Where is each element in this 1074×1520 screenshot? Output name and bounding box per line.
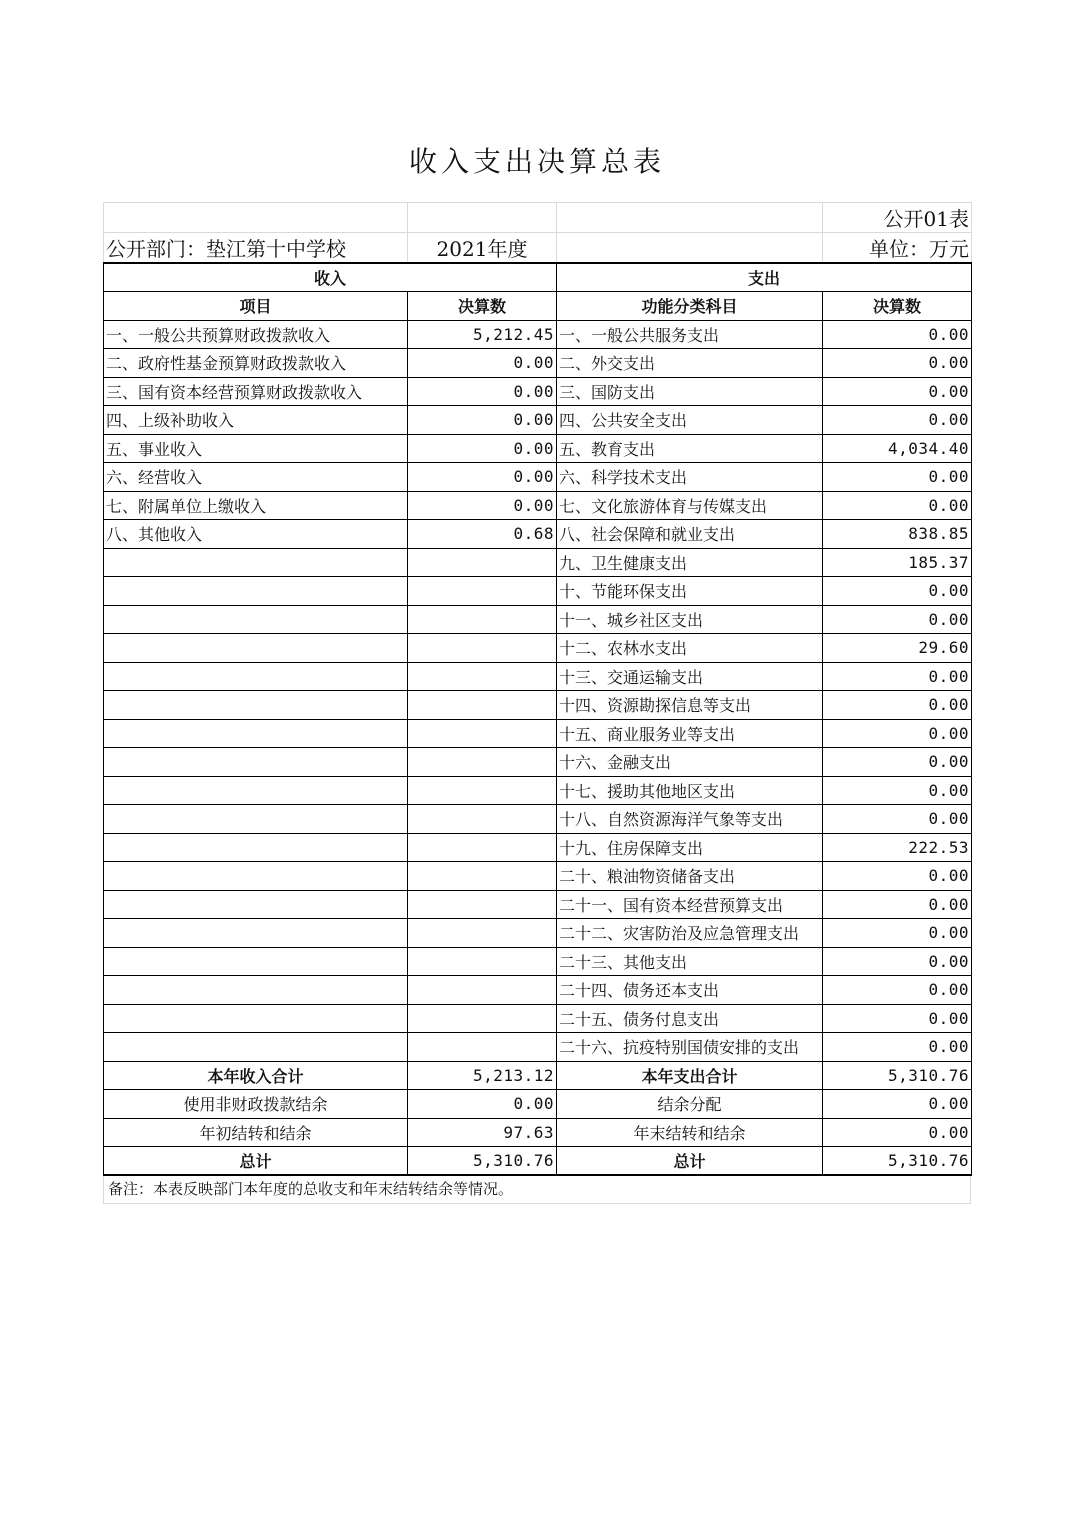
table-row — [104, 919, 972, 948]
form-code: 公开01表 — [823, 203, 972, 233]
table-row — [104, 548, 972, 577]
income-item: 六、经营收入 — [104, 463, 408, 492]
item-header: 项目 — [104, 292, 408, 321]
category-header: 功能分类科目 — [557, 292, 823, 321]
table-row — [104, 491, 972, 520]
expense-amount: 0.00 — [823, 748, 972, 777]
page-title: 收入支出决算总表 — [408, 145, 665, 178]
summary-row — [104, 1090, 972, 1119]
expense-amount: 0.00 — [823, 719, 972, 748]
income-item — [104, 919, 408, 948]
income-amount — [408, 605, 557, 634]
summary-income-amount: 5,310.76 — [408, 1147, 557, 1176]
income-amount: 0.00 — [408, 491, 557, 520]
income-item — [104, 577, 408, 606]
summary-row — [104, 1118, 972, 1147]
expense-item: 二十五、债务付息支出 — [557, 1004, 823, 1033]
expense-item: 十一、城乡社区支出 — [557, 605, 823, 634]
income-amount: 0.00 — [408, 349, 557, 378]
table-row — [104, 605, 972, 634]
expense-amount: 0.00 — [823, 662, 972, 691]
table-row — [104, 377, 972, 406]
income-amount — [408, 947, 557, 976]
expense-amount: 838.85 — [823, 520, 972, 549]
expense-item: 二十四、债务还本支出 — [557, 976, 823, 1005]
income-amount: 0.00 — [408, 463, 557, 492]
expense-amount: 0.00 — [823, 776, 972, 805]
column-header-row — [104, 292, 972, 321]
expense-item: 五、教育支出 — [557, 434, 823, 463]
expense-amount: 0.00 — [823, 605, 972, 634]
income-item: 二、政府性基金预算财政拨款收入 — [104, 349, 408, 378]
income-amount — [408, 805, 557, 834]
expense-amount: 0.00 — [823, 976, 972, 1005]
table-body — [104, 203, 972, 1176]
income-amount — [408, 691, 557, 720]
blank-cell — [557, 203, 823, 233]
form-code-row — [104, 203, 972, 233]
income-header: 收入 — [104, 263, 557, 292]
table-row — [104, 833, 972, 862]
expense-item: 二十六、抗疫特别国债安排的支出 — [557, 1033, 823, 1062]
expense-item: 二、外交支出 — [557, 349, 823, 378]
expense-item: 十七、援助其他地区支出 — [557, 776, 823, 805]
income-amount — [408, 719, 557, 748]
table-row — [104, 976, 972, 1005]
income-amount: 5,212.45 — [408, 320, 557, 349]
summary-expense-amount: 0.00 — [823, 1090, 972, 1119]
summary-expense-label: 总计 — [557, 1147, 823, 1176]
expense-amount: 0.00 — [823, 491, 972, 520]
income-item — [104, 833, 408, 862]
expense-amount: 0.00 — [823, 805, 972, 834]
expense-item: 十九、住房保障支出 — [557, 833, 823, 862]
summary-income-label: 年初结转和结余 — [104, 1118, 408, 1147]
expense-item: 三、国防支出 — [557, 377, 823, 406]
summary-expense-amount: 5,310.76 — [823, 1061, 972, 1090]
income-item: 七、附属单位上缴收入 — [104, 491, 408, 520]
income-amount — [408, 776, 557, 805]
expense-amount: 29.60 — [823, 634, 972, 663]
income-amount — [408, 1004, 557, 1033]
table-row — [104, 577, 972, 606]
summary-income-label: 总计 — [104, 1147, 408, 1176]
expense-amount: 0.00 — [823, 890, 972, 919]
table-row — [104, 776, 972, 805]
income-amount: 0.00 — [408, 406, 557, 435]
fiscal-year: 2021年度 — [408, 233, 557, 264]
income-amount: 0.00 — [408, 434, 557, 463]
summary-income-label: 使用非财政拨款结余 — [104, 1090, 408, 1119]
summary-income-amount: 97.63 — [408, 1118, 557, 1147]
expense-amount: 0.00 — [823, 406, 972, 435]
income-amount — [408, 634, 557, 663]
expense-item: 二十一、国有资本经营预算支出 — [557, 890, 823, 919]
income-item — [104, 976, 408, 1005]
income-item — [104, 1033, 408, 1062]
blank-cell — [408, 203, 557, 233]
income-item — [104, 605, 408, 634]
income-item — [104, 947, 408, 976]
expense-item: 十二、农林水支出 — [557, 634, 823, 663]
expense-item: 二十二、灾害防治及应急管理支出 — [557, 919, 823, 948]
expense-amount: 0.00 — [823, 691, 972, 720]
expense-amount: 0.00 — [823, 862, 972, 891]
department-label: 公开部门：垫江第十中学校 — [104, 233, 408, 264]
expense-amount: 0.00 — [823, 947, 972, 976]
income-item — [104, 805, 408, 834]
table-row — [104, 862, 972, 891]
expense-item: 十三、交通运输支出 — [557, 662, 823, 691]
income-item — [104, 548, 408, 577]
expense-amount: 0.00 — [823, 320, 972, 349]
expense-item: 八、社会保障和就业支出 — [557, 520, 823, 549]
section-header-row — [104, 263, 972, 292]
expense-amount: 185.37 — [823, 548, 972, 577]
income-item — [104, 890, 408, 919]
expense-amount: 0.00 — [823, 463, 972, 492]
income-expense-table — [103, 202, 972, 1176]
summary-row — [104, 1061, 972, 1090]
expense-item: 七、文化旅游体育与传媒支出 — [557, 491, 823, 520]
table-row — [104, 1033, 972, 1062]
income-item: 八、其他收入 — [104, 520, 408, 549]
expense-item: 十四、资源勘探信息等支出 — [557, 691, 823, 720]
income-amount — [408, 919, 557, 948]
income-amount — [408, 862, 557, 891]
table-row — [104, 1004, 972, 1033]
summary-income-amount: 0.00 — [408, 1090, 557, 1119]
expense-item: 十五、商业服务业等支出 — [557, 719, 823, 748]
expense-amount: 222.53 — [823, 833, 972, 862]
income-amount: 0.00 — [408, 377, 557, 406]
summary-row — [104, 1147, 972, 1176]
expense-item: 六、科学技术支出 — [557, 463, 823, 492]
income-item — [104, 1004, 408, 1033]
table-row — [104, 748, 972, 777]
summary-expense-label: 年末结转和结余 — [557, 1118, 823, 1147]
expense-item: 二十、粮油物资储备支出 — [557, 862, 823, 891]
table-row — [104, 691, 972, 720]
income-amount: 0.68 — [408, 520, 557, 549]
expense-item: 二十三、其他支出 — [557, 947, 823, 976]
summary-expense-label: 结余分配 — [557, 1090, 823, 1119]
expense-amount: 0.00 — [823, 377, 972, 406]
income-amount — [408, 890, 557, 919]
income-item — [104, 691, 408, 720]
footnote: 备注：本表反映部门本年度的总收支和年末结转结余等情况。 — [103, 1176, 971, 1204]
income-amount — [408, 548, 557, 577]
table-row — [104, 634, 972, 663]
income-amount-header: 决算数 — [408, 292, 557, 321]
expense-amount: 0.00 — [823, 1004, 972, 1033]
income-amount — [408, 1033, 557, 1062]
table-row — [104, 719, 972, 748]
income-amount — [408, 976, 557, 1005]
expense-header: 支出 — [557, 263, 972, 292]
income-item: 一、一般公共预算财政拨款收入 — [104, 320, 408, 349]
table-row — [104, 805, 972, 834]
summary-expense-amount: 5,310.76 — [823, 1147, 972, 1176]
income-item — [104, 662, 408, 691]
blank-cell — [557, 233, 823, 264]
income-amount — [408, 577, 557, 606]
income-amount — [408, 833, 557, 862]
expense-item: 九、卫生健康支出 — [557, 548, 823, 577]
income-item — [104, 776, 408, 805]
summary-expense-amount: 0.00 — [823, 1118, 972, 1147]
expense-amount: 0.00 — [823, 1033, 972, 1062]
income-amount — [408, 662, 557, 691]
income-item — [104, 634, 408, 663]
table-row — [104, 406, 972, 435]
expense-amount-header: 决算数 — [823, 292, 972, 321]
expense-item: 十、节能环保支出 — [557, 577, 823, 606]
summary-income-amount: 5,213.12 — [408, 1061, 557, 1090]
income-item: 四、上级补助收入 — [104, 406, 408, 435]
income-amount — [408, 748, 557, 777]
table-row — [104, 520, 972, 549]
blank-cell — [104, 203, 408, 233]
income-item — [104, 862, 408, 891]
income-item — [104, 719, 408, 748]
expense-item: 十八、自然资源海洋气象等支出 — [557, 805, 823, 834]
summary-expense-label: 本年支出合计 — [557, 1061, 823, 1090]
expense-amount: 0.00 — [823, 349, 972, 378]
summary-income-label: 本年收入合计 — [104, 1061, 408, 1090]
table-row — [104, 434, 972, 463]
expense-amount: 0.00 — [823, 919, 972, 948]
table-row — [104, 349, 972, 378]
table-row — [104, 320, 972, 349]
table-row — [104, 890, 972, 919]
income-item: 五、事业收入 — [104, 434, 408, 463]
expense-item: 十六、金融支出 — [557, 748, 823, 777]
unit-label: 单位：万元 — [823, 233, 972, 264]
expense-item: 一、一般公共服务支出 — [557, 320, 823, 349]
table-row — [104, 947, 972, 976]
department-row — [104, 233, 972, 264]
table-row — [104, 463, 972, 492]
expense-amount: 4,034.40 — [823, 434, 972, 463]
table-row — [104, 662, 972, 691]
income-item: 三、国有资本经营预算财政拨款收入 — [104, 377, 408, 406]
income-item — [104, 748, 408, 777]
expense-amount: 0.00 — [823, 577, 972, 606]
expense-item: 四、公共安全支出 — [557, 406, 823, 435]
